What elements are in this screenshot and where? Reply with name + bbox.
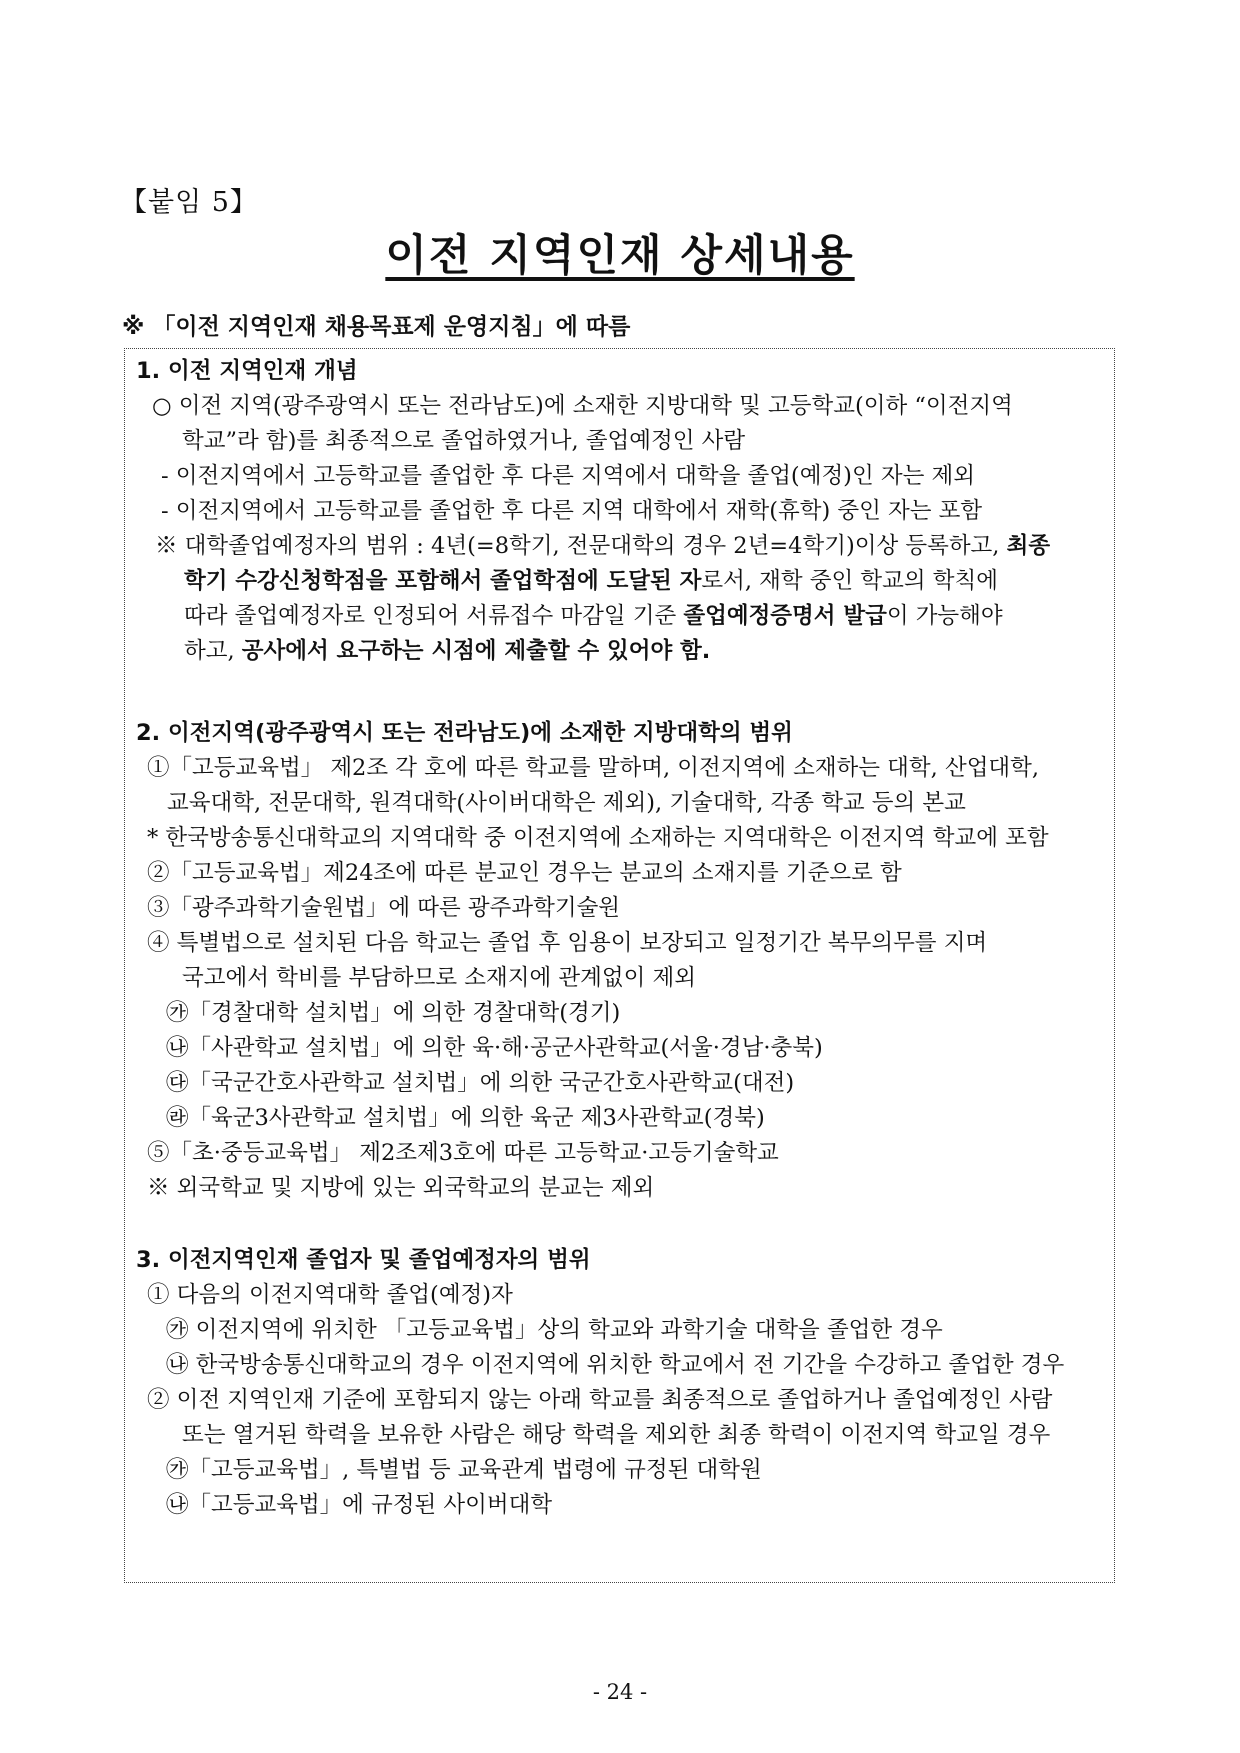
list-item: ⑤「초·중등교육법」 제2조제3호에 따른 고등학교·고등기술학교	[147, 1140, 779, 1166]
list-item: ②「고등교육법」제24조에 따른 분교인 경우는 분교의 소재지를 기준으로 함	[147, 860, 902, 886]
text-segment: 하고,	[184, 638, 242, 664]
list-item	[184, 602, 1003, 630]
list-item	[184, 637, 710, 665]
text-segment: 따라 졸업예정자로 인정되어 서류접수 마감일 기준	[184, 603, 684, 629]
list-item: ② 이전 지역인재 기준에 포함되지 않는 아래 학교를 최종적으로 졸업하거나 졸업예정인 사람	[147, 1387, 1053, 1413]
text-segment: 이 가능해야	[886, 603, 1003, 629]
list-item: ※ 외국학교 및 지방에 있는 외국학교의 분교는 제외	[147, 1175, 655, 1201]
list-item: ㉱「육군3사관학교 설치법」에 의한 육군 제3사관학교(경북)	[166, 1105, 765, 1131]
list-item: 교육대학, 전문대학, 원격대학(사이버대학은 제외), 기술대학, 각종 학교 등의 본교	[167, 790, 966, 816]
list-item: 국고에서 학비를 부담하므로 소재지에 관계없이 제외	[182, 965, 696, 991]
list-item: ㉮「경찰대학 설치법」에 의한 경찰대학(경기)	[166, 1000, 621, 1026]
list-item: ○ 이전 지역(광주광역시 또는 전라남도)에 소재한 지방대학 및 고등학교(이하 “이전지역	[152, 393, 1013, 419]
list-item: ㉯「고등교육법」에 규정된 사이버대학	[166, 1492, 553, 1518]
section-heading-1: 1. 이전 지역인재 개념	[136, 358, 358, 384]
bold-segment: 졸업예정증명서 발급	[683, 603, 887, 629]
bold-segment: 학기 수강신청학점을 포함해서 졸업학점에 도달된 자	[184, 568, 702, 594]
list-item: ③「광주과학기술원법」에 따른 광주과학기술원	[147, 895, 621, 921]
list-item	[155, 532, 1050, 560]
list-item: 학교”라 함)를 최종적으로 졸업하였거나, 졸업예정인 사람	[182, 428, 746, 454]
section-heading-2: 2. 이전지역(광주광역시 또는 전라남도)에 소재한 지방대학의 범위	[136, 720, 793, 746]
list-item: ㉰「국군간호사관학교 설치법」에 의한 국군간호사관학교(대전)	[166, 1070, 795, 1096]
section-heading-3: 3. 이전지역인재 졸업자 및 졸업예정자의 범위	[136, 1247, 591, 1273]
bold-segment: 최종	[1006, 533, 1051, 559]
list-item: ㉯「사관학교 설치법」에 의한 육·해·공군사관학교(서울·경남·충북)	[166, 1035, 823, 1061]
list-item: ① 다음의 이전지역대학 졸업(예정)자	[147, 1282, 513, 1308]
list-item: ①「고등교육법」 제2조 각 호에 따른 학교를 말하며, 이전지역에 소재하는 대학, 산업대학,	[147, 755, 1040, 781]
bold-segment: 공사에서 요구하는 시점에 제출할 수 있어야 함.	[241, 638, 711, 664]
list-item: ㉮ 이전지역에 위치한 「고등교육법」상의 학교와 과학기술 대학을 졸업한 경우	[166, 1317, 943, 1343]
list-item: 또는 열거된 학력을 보유한 사람은 해당 학력을 제외한 최종 학력이 이전지역 학교일 경우	[182, 1422, 1051, 1448]
list-item: ㉯ 한국방송통신대학교의 경우 이전지역에 위치한 학교에서 전 기간을 수강하고 졸업한 경우	[166, 1352, 1065, 1378]
list-item: ④ 특별법으로 설치된 다음 학교는 졸업 후 임용이 보장되고 일정기간 복무의무를 지며	[147, 930, 988, 956]
list-item: ㉮「고등교육법」, 특별법 등 교육관계 법령에 규정된 대학원	[166, 1457, 762, 1483]
note-heading: ※ 「이전 지역인재 채용목표제 운영지침」에 따름	[122, 314, 631, 340]
page-title: 이전 지역인재 상세내용	[385, 231, 855, 281]
page-number: - 24 -	[592, 1680, 648, 1704]
list-item	[184, 567, 998, 595]
attachment-label: 【붙임 5】	[120, 187, 258, 218]
content-box	[124, 348, 1115, 1583]
list-item: - 이전지역에서 고등학교를 졸업한 후 다른 지역에서 대학을 졸업(예정)인 자는 제외	[161, 463, 975, 489]
text-segment: 로서, 재학 중인 학교의 학칙에	[701, 568, 998, 594]
list-item: - 이전지역에서 고등학교를 졸업한 후 다른 지역 대학에서 재학(휴학) 중인 자는 포함	[161, 498, 983, 524]
list-item: * 한국방송통신대학교의 지역대학 중 이전지역에 소재하는 지역대학은 이전지역 학교에 포함	[147, 825, 1049, 851]
text-segment: ※ 대학졸업예정자의 범위 : 4년(=8학기, 전문대학의 경우 2년=4학기)이상 등록하고,	[155, 533, 1007, 559]
